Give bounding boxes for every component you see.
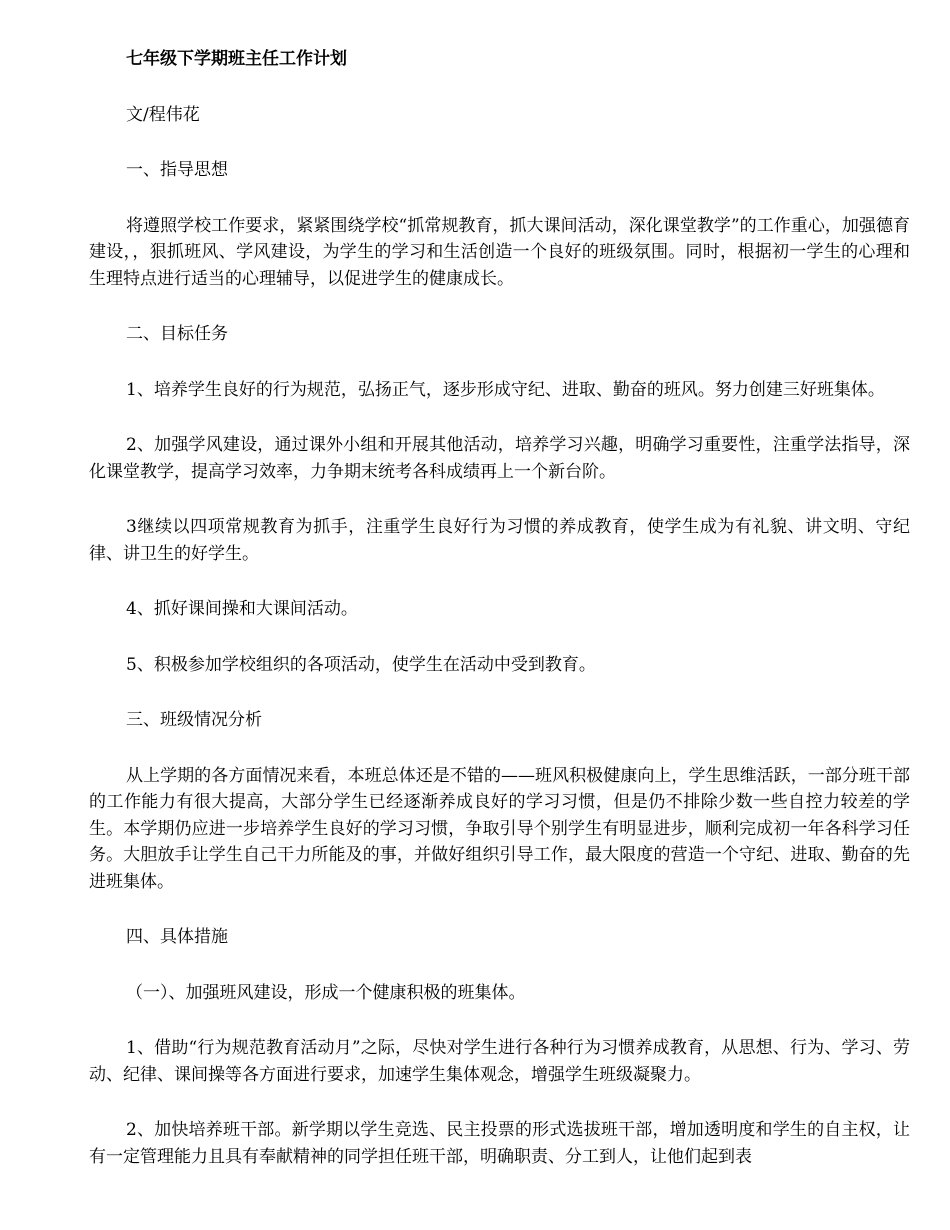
goal-item-2: 2、加强学风建设，通过课外小组和开展其他活动，培养学习兴趣，明确学习重要性，注重学法指导，深化课堂教学，提高学习效率，力争期末统考各科成绩再上一个新台阶。 — [89, 435, 910, 482]
subsection-heading-class-style: （一）、加强班风建设，形成一个健康积极的班集体。 — [126, 982, 526, 1003]
goal-item-3: 3继续以四项常规教育为抓手，注重学生良好行为习惯的养成教育，使学生成为有礼貌、讲文明、守纪律、讲卫生的好学生。 — [89, 517, 910, 564]
paragraph-guiding-thought: 将遵照学校工作要求，紧紧围绕学校“抓常规教育，抓大课间活动，深化课堂教学”的工作重心，加强德育建设，，狠抓班风、学风建设，为学生的学习和生活创造一个良好的班级氛围。同时，根据初一学生的心理和生理特点进行适当的心理辅导，以促进学生的健康成长。 — [89, 215, 910, 289]
section-heading-guiding-thought: 一、指导思想 — [126, 160, 228, 180]
goal-item-5: 5、积极参加学校组织的各项活动，使学生在活动中受到教育。 — [126, 654, 596, 675]
document-author: 文/程伟花 — [126, 104, 200, 125]
measure-item-1: 1、借助“行为规范教育活动月”之际，尽快对学生进行各种行为习惯养成教育，从思想、行为、学习、劳动、纪律、课间操等各方面进行要求，加速学生集体观念，增强学生班级凝聚力。 — [89, 1038, 910, 1085]
section-heading-measures: 四、具体措施 — [126, 927, 228, 947]
goal-item-4: 4、抓好课间操和大课间活动。 — [126, 599, 358, 619]
paragraph-class-analysis: 从上学期的各方面情况来看，本班总体还是不错的——班风积极健康向上，学生思维活跃，一部分班干部的工作能力有很大提高，大部分学生已经逐渐养成良好的学习习惯，但是仍不排除少数一些自控力较差的学生。本学期仍应进一步培养学生良好的学习习惯，争取引导个别学生有明显进步，顺利完成初一年各科学习任务。大胆放手让学生自己干力所能及的事，并做好组织引导工作，最大限度的营造一个守纪、进取、勤奋的先进班集体。 — [89, 765, 910, 892]
section-heading-class-analysis: 三、班级情况分析 — [126, 710, 262, 730]
section-heading-goals: 二、目标任务 — [126, 324, 228, 344]
measure-item-2: 2、加快培养班干部。新学期以学生竞选、民主投票的形式选拔班干部，增加透明度和学生的自主权，让有一定管理能力且具有奉献精神的同学担任班干部，明确职责、分工到人，让他们起到表 — [89, 1120, 910, 1167]
document-title: 七年级下学期班主任工作计划 — [126, 49, 347, 69]
goal-item-1: 1、培养学生良好的行为规范，弘扬正气，逐步形成守纪、进取、勤奋的班风。努力创建三好班集体。 — [126, 379, 885, 400]
